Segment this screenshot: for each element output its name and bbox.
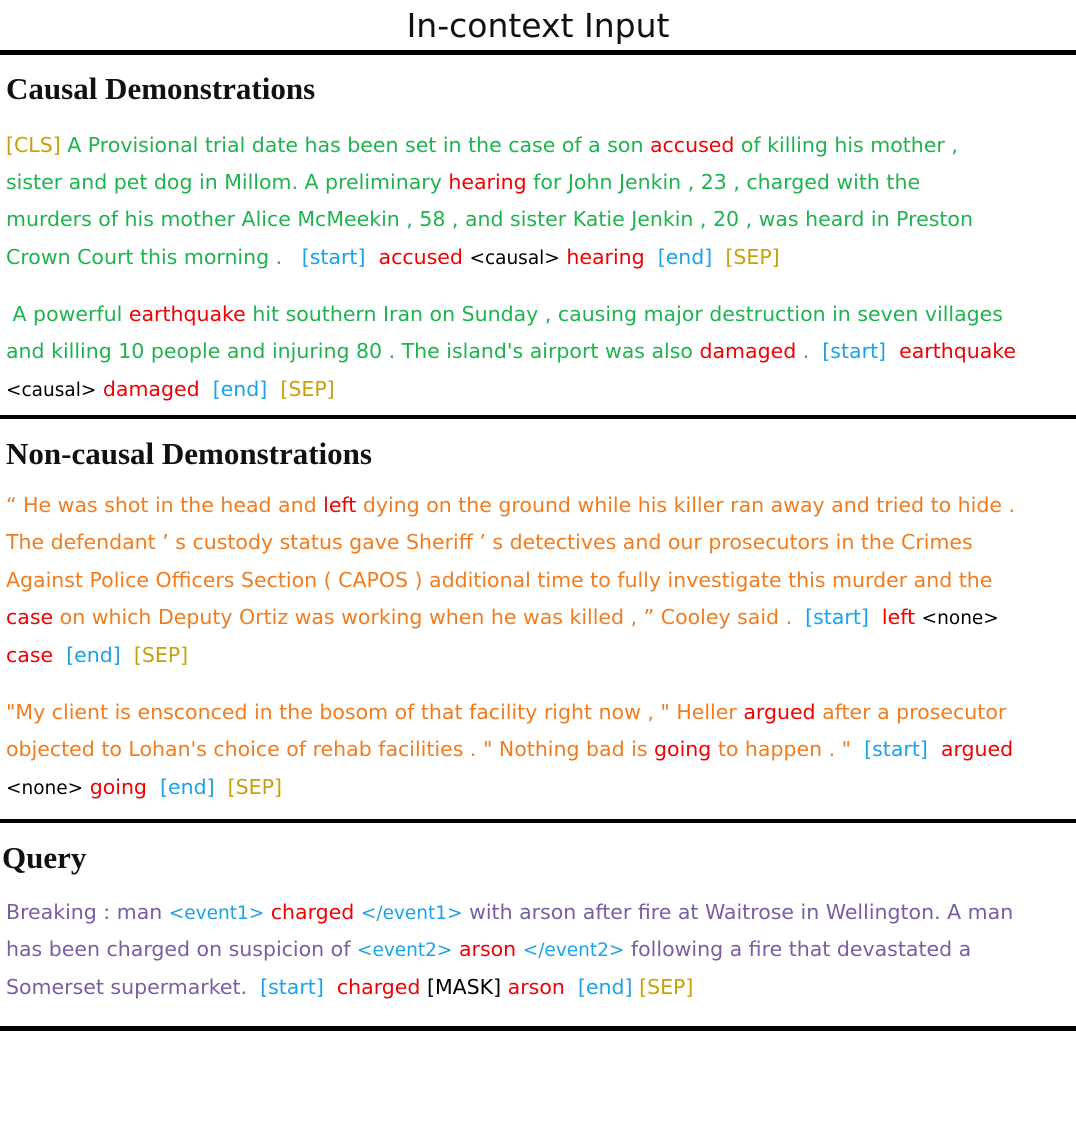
bottom-divider [0, 1026, 1076, 1031]
figure-title: In-context Input [406, 6, 670, 45]
section-divider [0, 819, 1076, 823]
marker-token: [end] [160, 775, 215, 799]
event-word: accused [649, 133, 735, 157]
sentence-text: A Provisional trial date has been set in the case of a son [60, 133, 650, 157]
sentence-text: objected to Lohan's choice of rehab facilities . " Nothing bad is [6, 737, 655, 761]
event-word: damaged [102, 377, 200, 401]
sentence-text [712, 245, 725, 269]
sentence-text [886, 339, 899, 363]
section-heading-noncausal: Non-causal Demonstrations [6, 436, 372, 471]
text-line [6, 204, 973, 234]
sep-token: [CLS] [6, 133, 61, 157]
event-word: left [323, 493, 357, 517]
sep-token: [SEP] [280, 377, 335, 401]
section-heading-query: Query [2, 840, 87, 875]
sentence-text: “ He was shot in the head and [6, 493, 324, 517]
marker-token: </event1> [360, 903, 463, 924]
text-line [6, 490, 1015, 520]
sentence-text: following a fire that devastated a [624, 937, 972, 961]
title-divider [0, 50, 1076, 55]
marker-token: [start] [260, 975, 324, 999]
event-word: going [89, 775, 147, 799]
sep-token: [SEP] [133, 643, 189, 667]
event-word: hearing [448, 170, 527, 194]
event-word: earthquake [899, 339, 1017, 363]
marker-token: [end] [212, 377, 268, 401]
relation-token: [MASK] [426, 975, 502, 999]
text-line [6, 299, 1003, 329]
marker-token: [end] [66, 643, 121, 667]
sep-token: [SEP] [725, 245, 780, 269]
relation-token: <none> [6, 778, 84, 799]
event-word: hearing [566, 245, 645, 269]
text-line [6, 934, 971, 966]
section-heading-causal: Causal Demonstrations [6, 71, 316, 106]
section-divider [0, 415, 1076, 419]
sentence-text [200, 377, 213, 401]
text-line [6, 565, 992, 595]
marker-token: [start] [301, 245, 366, 269]
text-line [6, 167, 920, 197]
sentence-text [267, 377, 280, 401]
sentence-text: hit southern Iran on Sunday , causing major destruction in seven villages [245, 302, 1003, 326]
sentence-text: "My client is ensconced in the bosom of that facility right now , " Heller [6, 700, 744, 724]
event-word: accused [378, 245, 463, 269]
sep-token: [SEP] [639, 975, 694, 999]
text-line [6, 527, 973, 557]
text-line [6, 972, 693, 1002]
sentence-text [121, 643, 134, 667]
relation-token: <causal> [469, 248, 560, 269]
sentence-text: Against Police Officers Section ( CAPOS ) additional time to fully investigate this murder and the [6, 568, 993, 592]
relation-token: <none> [921, 608, 999, 629]
text-line [6, 640, 188, 670]
sentence-text: has been charged on suspicion of [6, 937, 357, 961]
sentence-text: of killing his mother , [734, 133, 958, 157]
sentence-text [53, 643, 66, 667]
marker-token: <event2> [356, 940, 453, 961]
event-word: going [654, 737, 712, 761]
marker-token: [start] [805, 605, 869, 629]
text-line [6, 602, 999, 634]
sep-token: [SEP] [227, 775, 282, 799]
sentence-text [324, 975, 337, 999]
text-line [6, 336, 1016, 366]
sentence-text [928, 737, 941, 761]
marker-token: <event1> [168, 903, 265, 924]
sentence-text: Crown Court this morning . [6, 245, 302, 269]
sentence-text [645, 245, 658, 269]
sentence-text [365, 245, 378, 269]
event-word: arson [507, 975, 565, 999]
marker-token: [start] [822, 339, 887, 363]
sentence-text: sister and pet dog in Millom. A preliminary [6, 170, 449, 194]
sentence-text [869, 605, 882, 629]
sentence-text: after a prosecutor [815, 700, 1007, 724]
sentence-text: dying on the ground while his killer ran away and tried to hide . [356, 493, 1016, 517]
text-line [6, 697, 1006, 727]
marker-token: [start] [864, 737, 928, 761]
sentence-text [215, 775, 228, 799]
text-line [6, 772, 282, 804]
marker-token: </event2> [522, 940, 625, 961]
event-word: damaged [699, 339, 797, 363]
event-word: case [6, 605, 54, 629]
sentence-text: with arson after fire at Waitrose in Wellington. A man [462, 900, 1014, 924]
sentence-text: The defendant ’ s custody status gave Sheriff ’ s detectives and our prosecutors in the Crimes [6, 530, 973, 554]
text-line [6, 242, 780, 274]
sentence-text: murders of his mother Alice McMeekin , 58 , and sister Katie Jenkin , 20 , was heard in Preston [6, 207, 973, 231]
event-word: case [6, 643, 54, 667]
sentence-text [147, 775, 160, 799]
text-line [6, 734, 1013, 764]
marker-token: [end] [577, 975, 633, 999]
event-word: charged [336, 975, 421, 999]
event-word: arson [458, 937, 517, 961]
sentence-text: for John Jenkin , 23 , charged with the [526, 170, 921, 194]
event-word: charged [270, 900, 355, 924]
sentence-text: . [796, 339, 823, 363]
marker-token: [end] [657, 245, 713, 269]
sentence-text: and killing 10 people and injuring 80 . The island's airport was also [6, 339, 700, 363]
text-line [6, 897, 1013, 929]
sentence-text: Somerset supermarket. [6, 975, 261, 999]
event-word: argued [940, 737, 1014, 761]
sentence-text: A powerful [6, 302, 129, 326]
event-word: earthquake [128, 302, 246, 326]
sentence-text: on which Deputy Ortiz was working when he was killed , ” Cooley said . [53, 605, 806, 629]
sentence-text: Breaking : man [6, 900, 169, 924]
text-line [6, 130, 958, 160]
text-line [6, 374, 335, 406]
event-word: argued [743, 700, 816, 724]
sentence-text: to happen . " [711, 737, 865, 761]
relation-token: <causal> [6, 380, 97, 401]
event-word: left [881, 605, 916, 629]
sentence-text [565, 975, 578, 999]
